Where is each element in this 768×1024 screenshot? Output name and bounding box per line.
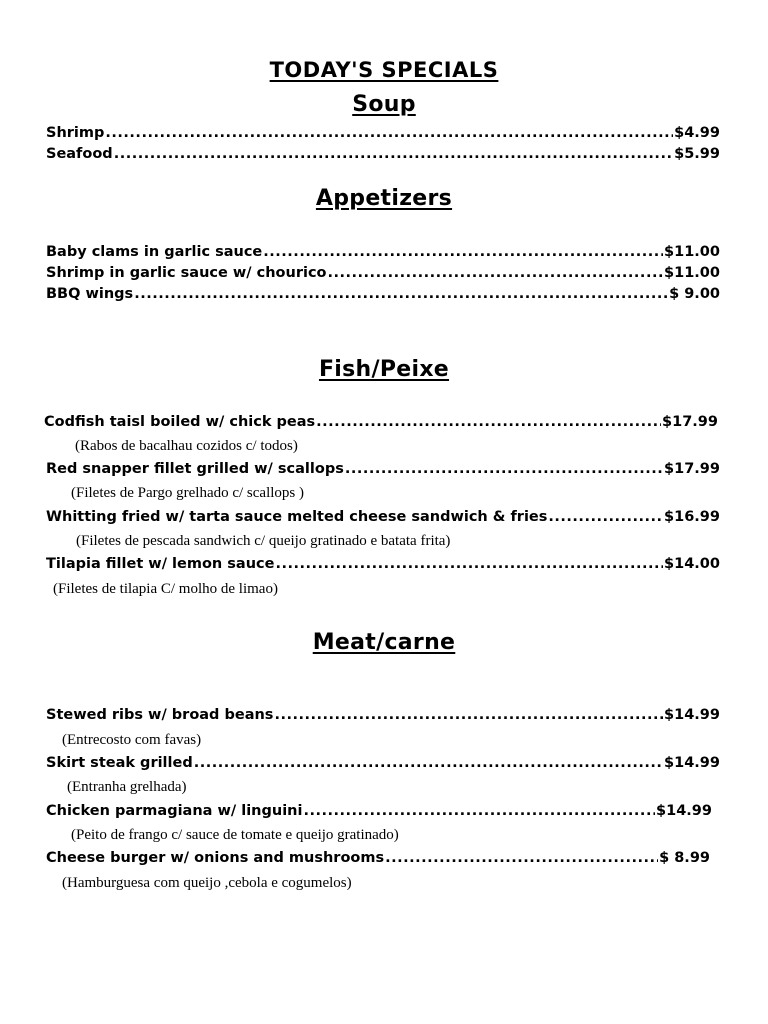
- menu-item: [46, 461, 720, 481]
- dot-leader: [548, 509, 663, 525]
- item-price: $ 9.00: [669, 286, 720, 302]
- dot-leader: [263, 244, 663, 260]
- item-name: Baby clams in garlic sauce: [46, 244, 263, 260]
- item-price: $ 8.99: [659, 850, 710, 866]
- item-price: $17.99: [662, 414, 718, 430]
- item-translation: (Filetes de Pargo grelhado c/ scallops ): [71, 485, 304, 501]
- menu-item: [46, 755, 720, 775]
- item-price: $5.99: [674, 146, 720, 162]
- section-heading-fish: Fish/Peixe: [318, 357, 450, 382]
- item-price: $14.00: [664, 556, 720, 572]
- item-price: $16.99: [664, 509, 720, 525]
- menu-item: [46, 556, 720, 576]
- menu-item: [46, 244, 720, 264]
- item-name: Cheese burger w/ onions and mushrooms: [46, 850, 385, 866]
- menu-item: [46, 286, 720, 306]
- item-name: Seafood: [46, 146, 113, 162]
- item-translation: (Filetes de tilapia C/ molho de limao): [53, 581, 278, 597]
- dot-leader: [134, 286, 668, 302]
- item-translation: (Filetes de pescada sandwich c/ queijo gratinado e batata frita): [76, 533, 451, 549]
- menu-title: TODAY'S SPECIALS: [269, 58, 499, 82]
- menu-item: [46, 707, 720, 727]
- item-name: Shrimp: [46, 125, 105, 141]
- dot-leader: [385, 850, 658, 866]
- item-name: Chicken parmagiana w/ linguini: [46, 803, 303, 819]
- dot-leader: [105, 125, 673, 141]
- menu-item: [46, 146, 720, 166]
- section-heading-appetizers: Appetizers: [315, 186, 453, 211]
- item-price: $11.00: [664, 265, 720, 281]
- item-translation: (Entranha grelhada): [67, 779, 187, 795]
- item-price: $14.99: [664, 707, 720, 723]
- item-translation: (Entrecosto com favas): [62, 732, 202, 748]
- item-translation: (Rabos de bacalhau cozidos c/ todos): [75, 438, 298, 454]
- item-name: Skirt steak grilled: [46, 755, 193, 771]
- menu-item: [44, 414, 718, 434]
- item-translation: (Hamburguesa com queijo ,cebola e cogumelos): [62, 875, 352, 891]
- dot-leader: [274, 707, 663, 723]
- section-heading-meat: Meat/carne: [312, 630, 456, 655]
- dot-leader: [328, 265, 664, 281]
- section-heading-soup: Soup: [352, 92, 416, 117]
- dot-leader: [114, 146, 673, 162]
- item-price: $17.99: [664, 461, 720, 477]
- dot-leader: [194, 755, 663, 771]
- dot-leader: [303, 803, 655, 819]
- dot-leader: [316, 414, 661, 430]
- item-name: Red snapper fillet grilled w/ scallops: [46, 461, 344, 477]
- item-price: $4.99: [674, 125, 720, 141]
- menu-item: [46, 850, 710, 870]
- item-name: Whitting fried w/ tarta sauce melted cheese sandwich & fries: [46, 509, 548, 525]
- item-name: Stewed ribs w/ broad beans: [46, 707, 274, 723]
- dot-leader: [275, 556, 663, 572]
- menu-item: [46, 803, 712, 823]
- item-price: $11.00: [664, 244, 720, 260]
- item-name: Codfish taisl boiled w/ chick peas: [44, 414, 316, 430]
- dot-leader: [345, 461, 663, 477]
- item-name: Shrimp in garlic sauce w/ chourico: [46, 265, 327, 281]
- menu-item: [46, 509, 720, 529]
- item-name: Tilapia fillet w/ lemon sauce: [46, 556, 275, 572]
- item-translation: (Peito de frango c/ sauce de tomate e queijo gratinado): [71, 827, 399, 843]
- menu-item: [46, 125, 720, 145]
- menu-item: [46, 265, 720, 285]
- item-name: BBQ wings: [46, 286, 134, 302]
- item-price: $14.99: [656, 803, 712, 819]
- item-price: $14.99: [664, 755, 720, 771]
